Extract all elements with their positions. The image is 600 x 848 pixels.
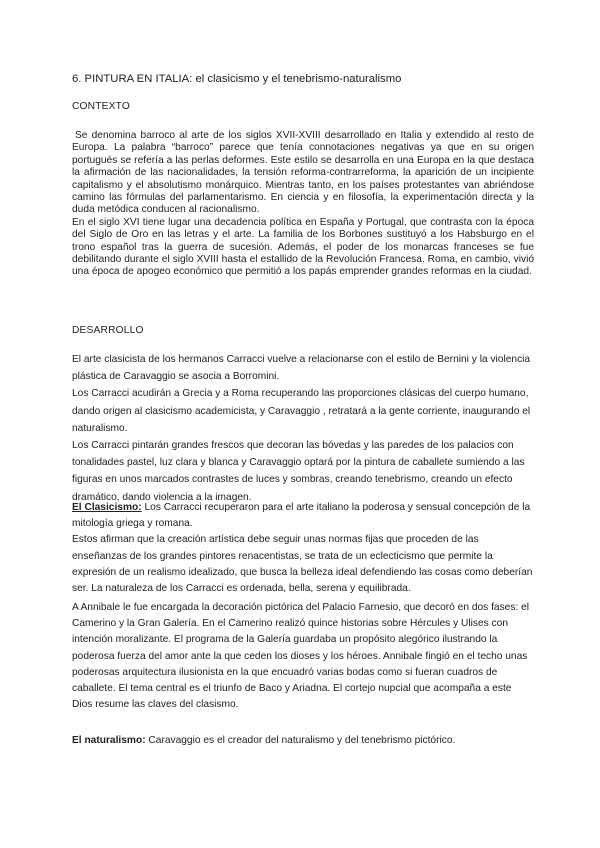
clasicismo-paragraph: Estos afirman que la creación artística debe seguir unas normas fijas que proceden de las enseñanzas de los grandes pintores renacentistas, se trata de un eclecticismo que permite la expresión de un realismo idealizado, que busca la belleza ideal defendiendo las cosas como deberían ser. La naturaleza de los Carracci es ordenada, bella, serena y equilibrada. <box>72 534 533 595</box>
desarrollo-paragraph-2: Los Carracci acudirán a Grecia y a Roma recuperando las proporciones clásicas del cuerpo humano, dando origen al clasicismo academicista, y Caravaggio , retratará a la gente corriente, inaugurando el naturalismo. <box>72 388 531 434</box>
annibale-paragraph: A Annibale le fue encargada la decoración pictórica del Palacio Farnesio, que decoró en dos fases: el Camerino y la Gran Galería. En el Camerino realizó quince historias sobre Hércules y Ulises con intención moralizante. El programa de la Galería guardaba un propósito alegórico ilustrando la poderosa fuerza del amor ante la que ceden los dioses y los héroes. Annibale fingió en el techo unas poderosas arquitectura ilusionista en la que encuadró varias bodas como si fueran cuadros de caballete. El tema central es el triunfo de Baco y Ariadna. El cortejo nupcial que acompaña a este Dios resume las claves del clasismo. <box>72 602 530 711</box>
contexto-paragraph-1: Se denomina barroco al arte de los siglos XVII-XVIII desarrollado en Italia y extendido al resto de Europa. La palabra “barroco” parece que tenía connotaciones negativas ya que en su origen portugués se refería a las perlas deformes. Este estilo se desarrolla en una Europa en la que destaca la afirmación de las nacionalidades, la tensión reforma-contrarreforma, la aparición de un incipiente capitalismo y el absolutismo monárquico. Mientras tanto, en los países protestantes van abriéndose camino las fórmulas del parlamentarismo. En ciencia y en filosofía, la experimentación directa y la duda metódica conducen al racionalismo. <box>72 130 534 216</box>
clasicismo-label: El Clasicismo: <box>72 502 142 513</box>
contexto-heading: CONTEXTO <box>72 101 131 112</box>
naturalismo-label: El naturalismo: <box>72 735 146 746</box>
naturalismo-text: Caravaggio es el creador del naturalismo y del tenebrismo pictórico. <box>145 735 456 746</box>
page-title: 6. PINTURA EN ITALIA: el clasicismo y el tenebrismo-naturalismo <box>72 73 402 85</box>
clasicismo-section <box>72 500 534 597</box>
desarrollo-heading: DESARROLLO <box>72 325 144 336</box>
naturalismo-section <box>72 733 534 749</box>
contexto-section <box>72 130 534 279</box>
naturalismo-line <box>72 733 534 749</box>
contexto-paragraph-2: En el siglo XVI tiene lugar una decadencia política en España y Portugal, que contrasta con la época del Siglo de Oro en las letras y el arte. La familia de los Borbones sustituyó a los Habsburgo en el trono español tras la guerra de sucesión. Además, el poder de los monarcas franceses se fue debilitando durante el siglo XVIII hasta el estallido de la Revolución Francesa. Roma, en cambio, vivió una época de apogeo económico que permitió a los papás emprender grandes reformas en la ciudad. <box>72 216 534 278</box>
annibale-section <box>72 600 534 713</box>
clasicismo-lead-text: Los Carracci recuperaron para el arte italiano la poderosa y sensual concepción de la mitología griega y romana. <box>72 502 531 530</box>
clasicismo-lead <box>72 500 534 532</box>
desarrollo-paragraph-1: El arte clasicista de los hermanos Carracci vuelve a relacionarse con el estilo de Bernini y la violencia plástica de Caravaggio se asocia a Borromini. <box>72 354 531 383</box>
desarrollo-paragraph-3: Los Carracci pintarán grandes frescos que decoran las bóvedas y las paredes de los palacios con tonalidades pastel, luz clara y blanca y Caravaggio optará por la pintura de caballete sumiendo a las figuras en unos marcados contrastes de luces y sombras, creando tenebrismo, creando un efecto dramático, dando violencia a la imagen. <box>72 440 525 503</box>
desarrollo-section <box>72 351 534 506</box>
